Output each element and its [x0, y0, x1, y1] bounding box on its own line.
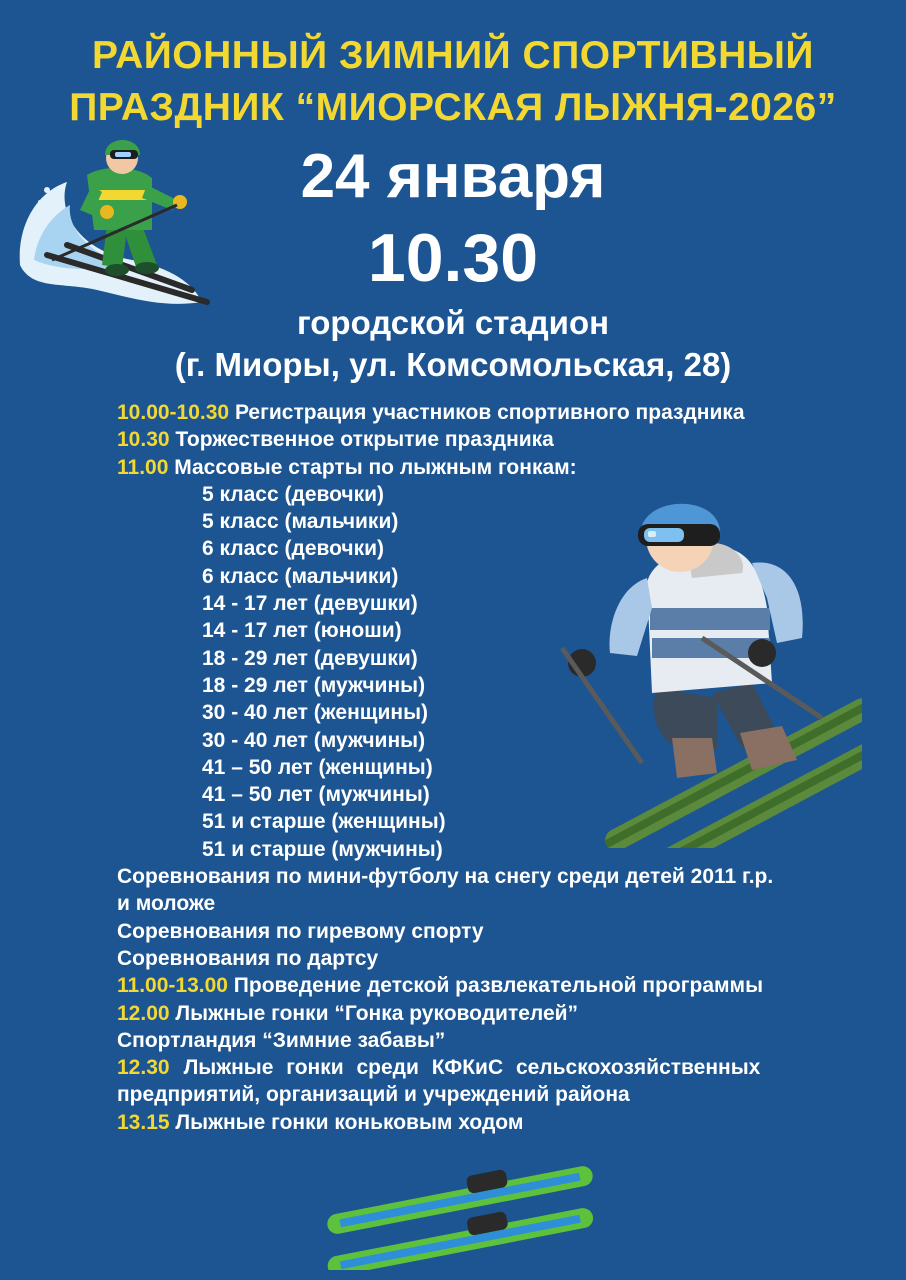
category-item: 51 и старше (женщины)	[202, 810, 446, 834]
poster-title	[0, 30, 906, 134]
schedule-item-opening	[117, 426, 797, 453]
schedule-time: 13.15	[117, 1110, 170, 1134]
schedule-item-mini-football-line1: Соревнования по мини-футболу на снегу среди детей 2011 г.р.	[117, 865, 774, 889]
event-start-time: 10.30	[367, 220, 539, 296]
category-item: 18 - 29 лет (девушки)	[202, 646, 418, 670]
schedule-time: 10.00-10.30	[117, 401, 230, 424]
title-line-1: РАЙОННЫЙ ЗИМНИЙ СПОРТИВНЫЙ	[92, 34, 814, 77]
category-item: 30 - 40 лет (женщины)	[202, 701, 429, 725]
category-item: 30 - 40 лет (мужчины)	[202, 728, 426, 752]
category-item: 6 класс (мальчики)	[202, 564, 399, 588]
schedule-item-registration	[117, 399, 797, 426]
category-item: 5 класс (мальчики)	[202, 510, 399, 534]
schedule-text: Массовые старты по лыжным гонкам:	[174, 455, 577, 479]
schedule-time: 10.30	[117, 428, 170, 452]
skis-pair-illustration	[320, 1160, 600, 1270]
schedule-item-managers-race	[117, 1000, 797, 1027]
schedule-time: 11.00	[117, 455, 169, 479]
schedule-item-agro-race	[117, 1054, 797, 1081]
category-item: 18 - 29 лет (мужчины)	[202, 673, 426, 697]
category-item: 6 класс (девочки)	[202, 537, 385, 561]
venue-name: городской стадион	[296, 304, 610, 341]
category-item: 5 класс (девочки)	[202, 482, 385, 506]
category-item: 41 – 50 лет (женщины)	[202, 755, 433, 779]
schedule-time: 12.00	[117, 1001, 170, 1025]
skier-downhill-illustration	[12, 130, 222, 320]
schedule-text: Торжественное открытие праздника	[175, 428, 554, 452]
skier-boy-illustration	[552, 488, 862, 848]
category-item: 14 - 17 лет (девушки)	[202, 592, 418, 616]
category-item: 51 и старше (мужчины)	[202, 837, 443, 861]
schedule-item-agro-race-line2: предприятий, организаций и учреждений района	[117, 1083, 630, 1107]
schedule-item-sportlandia: Спортландия “Зимние забавы”	[117, 1028, 446, 1052]
schedule-time: 11.00-13.00	[117, 974, 228, 998]
category-item: 14 - 17 лет (юноши)	[202, 619, 402, 643]
title-line-2: ПРАЗДНИК “МИОРСКАЯ ЛЫЖНЯ-2026”	[69, 86, 837, 129]
schedule-text: Регистрация участников спортивного праздника	[234, 401, 745, 424]
schedule-text: Лыжные гонки коньковым ходом	[175, 1110, 524, 1134]
schedule-item-mass-starts	[117, 454, 797, 481]
schedule-item-mini-football-line2: и моложе	[117, 892, 216, 916]
schedule-text: Лыжные гонки среди КФКиС сельскохозяйственных	[183, 1056, 761, 1080]
schedule-text: Проведение детской развлекательной программы	[233, 974, 764, 998]
schedule-item-darts: Соревнования по дартсу	[117, 946, 379, 970]
venue-address: (г. Миоры, ул. Комсомольская, 28)	[174, 346, 732, 383]
schedule-text: Лыжные гонки “Гонка руководителей”	[175, 1001, 579, 1025]
schedule-item-skate-race	[117, 1109, 797, 1136]
schedule-time: 12.30	[117, 1056, 170, 1080]
event-date: 24 января	[300, 142, 606, 211]
schedule-item-kids-program	[117, 972, 797, 999]
category-item: 41 – 50 лет (мужчины)	[202, 783, 430, 807]
schedule-item-kettlebell: Соревнования по гиревому спорту	[117, 919, 484, 943]
